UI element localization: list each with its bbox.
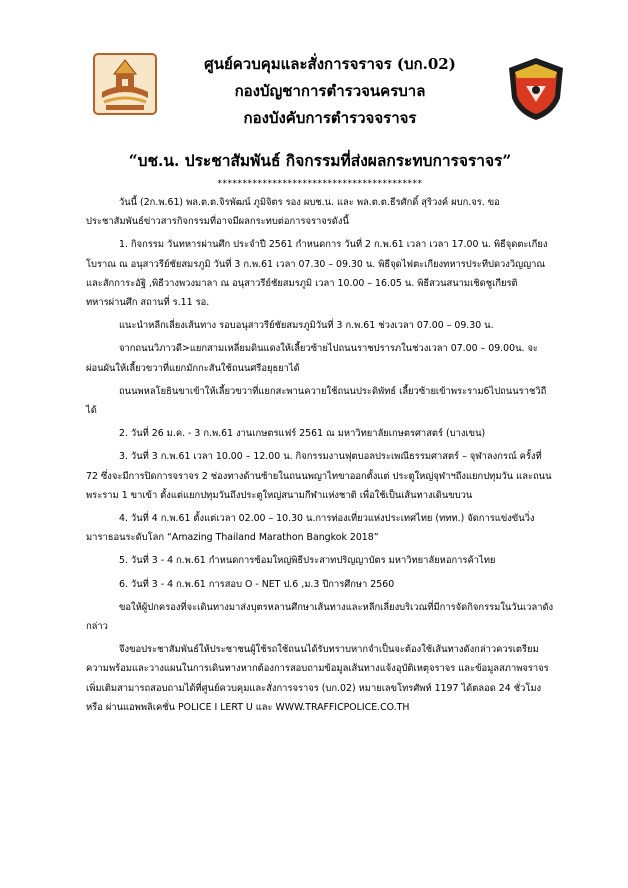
header-center-name: ศูนย์ควบคุมและสั่งการจราจร (บก.02): [204, 55, 456, 73]
item-1-route-b: ถนนพหลโยธินขาเข้าให้เลี้ยวขวาที่แยกสะพานควายใช้ถนนประดิพัทธ์ เลี้ยวซ้ายเข้าพระราม6ไปถนนราชวิถีได้: [86, 385, 547, 417]
separator-line: *****************************************: [217, 179, 423, 189]
item-1-advice: แนะนำหลีกเลี่ยงเส้นทาง รอบอนุสาวรีย์ชัยสมรภูมิวันที่ 3 ก.พ.61 ช่วงเวลา 07.00 – 09.30 น.: [119, 320, 494, 332]
item-1-paragraph: 1. กิจกรรม วันทหารผ่านศึก ประจำปี 2561 กำหนดการ วันที่ 2 ก.พ.61 เวลา เวลา 17.00 น. พิธีจุดตะเกียงโบราณ ณ อนุสาวรีย์ชัยสมรภูมิ วันที่ 3 ก.พ.61 เวลา 07.30 – 09.30 น. พิธีจุดไฟตะเกียงทหารประทีปดวงวิญญาณและสักการะอัฐิ ,พิธีวางพวงมาลา ณ อนุสาวรีย์ชัยสมรภูมิ เวลา 10.00 – 16.05 น. พิธีสวนสนามเชิดชูเกียรติทหารผ่านศึก สถานที่ ร.11 รอ.: [86, 239, 548, 309]
item-6-paragraph: 6. วันที่ 3 - 4 ก.พ.61 การสอบ O - NET ป.6 ,ม.3 ปีการศึกษา 2560: [119, 578, 395, 590]
closing-paragraph: จึงขอประชาสัมพันธ์ให้ประชาชนผู้ใช้รถใช้ถนนได้รับทราบหากจำเป็นจะต้องใช้เส้นทางดังกล่าวควรเตรียมความพร้อมและวางแผนในการเดินทางหากต้องการสอบถามข้อมูลเส้นทางแจ้งอุบัติเหตุจราจร และข้อมูลสภาพจราจรเพิ่มเติมสามารถสอบถามได้ที่ศูนย์ควบคุมและสั่งการจราจร (บก.02) หมายเลขโทรศัพท์ 1197 ได้ตลอด 24 ชั่วโมง หรือ ผ่านแอพพลิเคชั่น POLICE I LERT U และ WWW.TRAFFICPOLICE.CO.TH: [86, 644, 549, 713]
intro-paragraph: วันนี้ (2ก.พ.61) พล.ต.ต.จิรพัฒน์ ภูมิจิตร รอง ผบช.น. และ พล.ต.ต.ธีรศักดิ์ สุริวงค์ ผบก.จร. ขอประชาสัมพันธ์ข่าวสารกิจกรรมที่อาจมีผลกระทบต่อการจราจรดังนี้: [86, 197, 500, 228]
traffic-division-emblem-icon: [92, 52, 158, 116]
header-division-name: กองบังคับการตำรวจจราจร: [243, 109, 417, 127]
header-bureau-name: กองบัญชาการตำรวจนครบาล: [234, 82, 426, 100]
item-2-paragraph: 2. วันที่ 26 ม.ค. - 3 ก.พ.61 งานเกษตรแฟร์ 2561 ณ มหาวิทยาลัยเกษตรศาสตร์ (บางเขน): [119, 428, 486, 440]
document-body: [86, 193, 554, 717]
item-3-paragraph: 3. วันที่ 3 ก.พ.61 เวลา 10.00 – 12.00 น. กิจกรรมงานฟุตบอลประเพณีธรรมศาสตร์ – จุฬาลงกรณ์ ครั้งที่ 72 ซึ่งจะมีการปิดการจราจร 2 ช่องทางด้านซ้ายในถนนพญาไทขาออกตั้งแต่ ประตูใหญ่จุฬาฯถึงแยกปทุมวัน และถนนพระราม 1 ขาเข้า ตั้งแต่แยกปทุมวันถึงประตูใหญ่สนามกีฬาแห่งชาติ เพื่อใช้เป็นเส้นทางเดินขบวน: [86, 451, 552, 501]
item-4-paragraph: 4. วันที่ 4 ก.พ.61 ตั้งแต่เวลา 02.00 – 10.30 น.การท่องเที่ยวแห่งประเทศไทย (ททท.) จัดการแข่งขันวิ่งมาราธอนระดับโลก “Amazing Thailand Marathon Bangkok 2018”: [86, 513, 535, 544]
item-5-paragraph: 5. วันที่ 3 - 4 ก.พ.61 กำหนดการซ้อมใหญ่พิธีประสาทปริญญาบัตร มหาวิทยาลัยหอการค้าไทย: [119, 555, 496, 567]
item-1-route-a: จากถนนวิภาวดี>แยกสามเหลี่ยมดินแดงให้เลี้ยวซ้ายไปถนนราชปรารภในช่วงเวลา 07.00 – 09.00น. จะผ่อนผันให้เลี้ยวขวาที่แยกมักกะสันใช้ถนนศรีอยุธยาได้: [86, 343, 538, 374]
traffic-police-shield-icon: [506, 56, 566, 122]
document-subject: “บช.น. ประชาสัมพันธ์ กิจกรรมที่ส่งผลกระทบการจราจร”: [128, 151, 512, 170]
request-paragraph: ขอให้ผู้ปกครองที่จะเดินทางมาส่งบุตรหลานศึกษาเส้นทางและหลีกเลี่ยงบริเวณที่มีการจัดกิจกรรมในวันเวลาดังกล่าว: [86, 601, 554, 633]
